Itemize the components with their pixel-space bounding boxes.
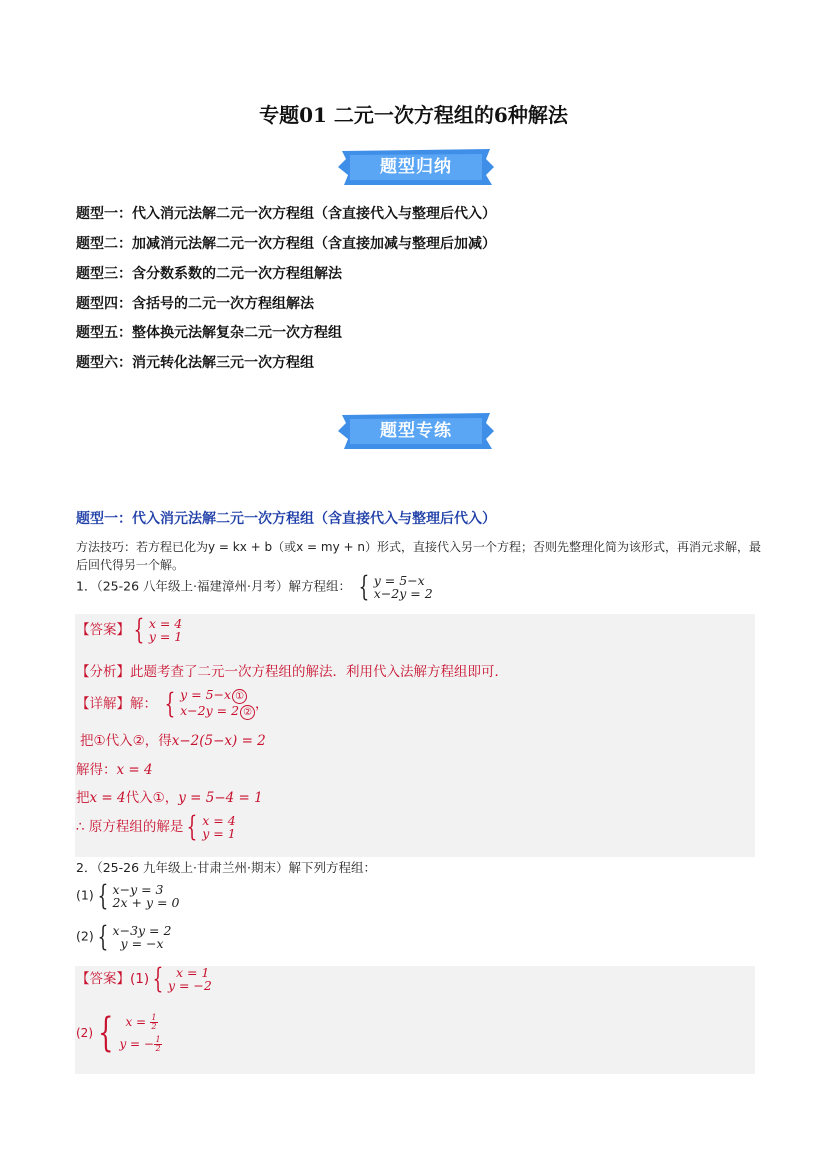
analysis-text: 此题考查了二元一次方程组的解法．利用代入法解方程组即可． — [130, 664, 508, 680]
part-label: (2) — [76, 928, 94, 944]
step-text: ∴ 原方程组的解是 — [76, 819, 184, 835]
step-text: 把 — [76, 790, 90, 806]
toc-item-2: 题型二：加减消元法解二元一次方程组（含直接加减与整理后加减） — [76, 236, 496, 252]
toc-item-6: 题型六：消元转化法解三元一次方程组 — [76, 355, 314, 371]
equation-system: { x−3y = 2 y = −x — [97, 920, 172, 953]
denominator: 2 — [151, 1022, 157, 1031]
banner-summary — [336, 147, 496, 187]
equation-line: y = 5−x — [373, 573, 425, 588]
step-1 — [80, 729, 266, 749]
part-label: (1) — [130, 971, 150, 987]
solution-system: { x = 4 y = 1 — [186, 810, 236, 843]
answer-1 — [76, 613, 183, 646]
banner-summary-label: 题型归纳 — [380, 157, 452, 177]
step-2 — [76, 758, 153, 778]
question-2-part-1 — [76, 879, 180, 912]
answer-system: { x = 4 y = 1 — [133, 613, 183, 646]
answer-2-part-1 — [76, 962, 212, 995]
equation-part: x = — [125, 1015, 150, 1029]
equation-line: x = 4 — [148, 616, 183, 631]
step-text: 解得： — [76, 762, 117, 778]
circle-marker: ② — [240, 705, 255, 720]
toc-item-1: 题型一：代入消元法解二元一次方程组（含直接代入与整理后代入） — [76, 206, 496, 222]
equation-line: y = −x — [120, 936, 164, 951]
method-tip: 方法技巧：若方程已化为y = kx + b（或x = my + n）形式，直接代入另一个方程；否则先整理化简为该形式，再消元求解，最后回代得另一个解。 — [76, 540, 762, 572]
equation-line: x = 1 — [175, 965, 210, 980]
equation-line: x−2y = 2 — [373, 586, 433, 601]
equation-line: y = 1 — [148, 629, 183, 644]
detail-system: { y = 5−x ① x−2y = 2 ② — [161, 688, 255, 720]
toc-item-4: 题型四：含括号的二元一次方程组解法 — [76, 296, 314, 312]
equation-line: y = −2 — [167, 978, 212, 993]
answer-system: { x = 1 y = −2 — [152, 962, 212, 995]
step-4 — [76, 810, 236, 843]
step-math: x = 4 — [116, 762, 153, 778]
fraction — [150, 1014, 158, 1031]
step-3 — [76, 786, 263, 806]
fraction — [154, 1036, 162, 1053]
analysis-1 — [76, 660, 508, 680]
toc-item-5: 题型五：整体换元法解复杂二元一次方程组 — [76, 325, 342, 341]
equation-line: x−3y = 2 — [112, 923, 172, 938]
analysis-label: 【分析】 — [76, 664, 130, 680]
equation-line: x−2y = 2 — [180, 703, 240, 718]
page-title: 专题01 二元一次方程组的6种解法 — [259, 103, 568, 127]
step-math: x−2(5−x) = 2 — [171, 733, 266, 749]
numerator: 1 — [151, 1013, 157, 1022]
section-heading: 题型一：代入消元法解二元一次方程组（含直接代入与整理后代入） — [76, 511, 496, 527]
step-text: 代入①， — [125, 790, 179, 806]
banner-practice — [336, 411, 496, 451]
question-1-prefix: 1．（25-26 八年级上·福建漳州·月考）解方程组： — [76, 578, 351, 594]
detail-comma: ， — [255, 696, 269, 712]
step-text: 把①代入②，得 — [80, 733, 172, 749]
detail-label: 【详解】 — [76, 696, 130, 712]
step-math: x = 4 — [89, 790, 126, 806]
toc-item-3: 题型三：含分数系数的二元一次方程组解法 — [76, 266, 342, 282]
equation-line: x = 4 — [202, 813, 236, 828]
part-label: (1) — [76, 887, 94, 903]
equation-system: { y = 5−x x−2y = 2 — [358, 570, 433, 603]
numerator: 1 — [155, 1035, 161, 1044]
answer-label: 【答案】 — [76, 622, 130, 638]
banner-practice-label: 题型专练 — [380, 421, 452, 441]
equation-line: y = 1 — [202, 826, 236, 841]
answer-label: 【答案】 — [76, 971, 130, 987]
question-1 — [76, 570, 433, 603]
question-2-part-2 — [76, 920, 172, 953]
equation-line: x−y = 3 — [112, 882, 164, 897]
equation-line: 2x + y = 0 — [112, 895, 180, 910]
detail-prefix: 解： — [130, 696, 157, 712]
equation-system: { x−y = 3 2x + y = 0 — [97, 879, 180, 912]
answer-2-part-2 — [76, 1011, 162, 1055]
circle-marker: ① — [232, 689, 247, 704]
part-label: (2) — [76, 1026, 93, 1040]
equation-line: y = 5−x — [180, 687, 232, 702]
detail-1 — [76, 688, 269, 720]
denominator: 2 — [155, 1044, 161, 1053]
question-2: 2．（25-26 九年级上·甘肃兰州·期末）解下列方程组： — [76, 860, 376, 875]
equation-part: y = − — [119, 1037, 154, 1051]
step-math: y = 5−4 = 1 — [178, 790, 263, 806]
answer-system: { x = $\frac{1}{2}$ y = − $\frac{1}{2}$ — [98, 1010, 161, 1056]
